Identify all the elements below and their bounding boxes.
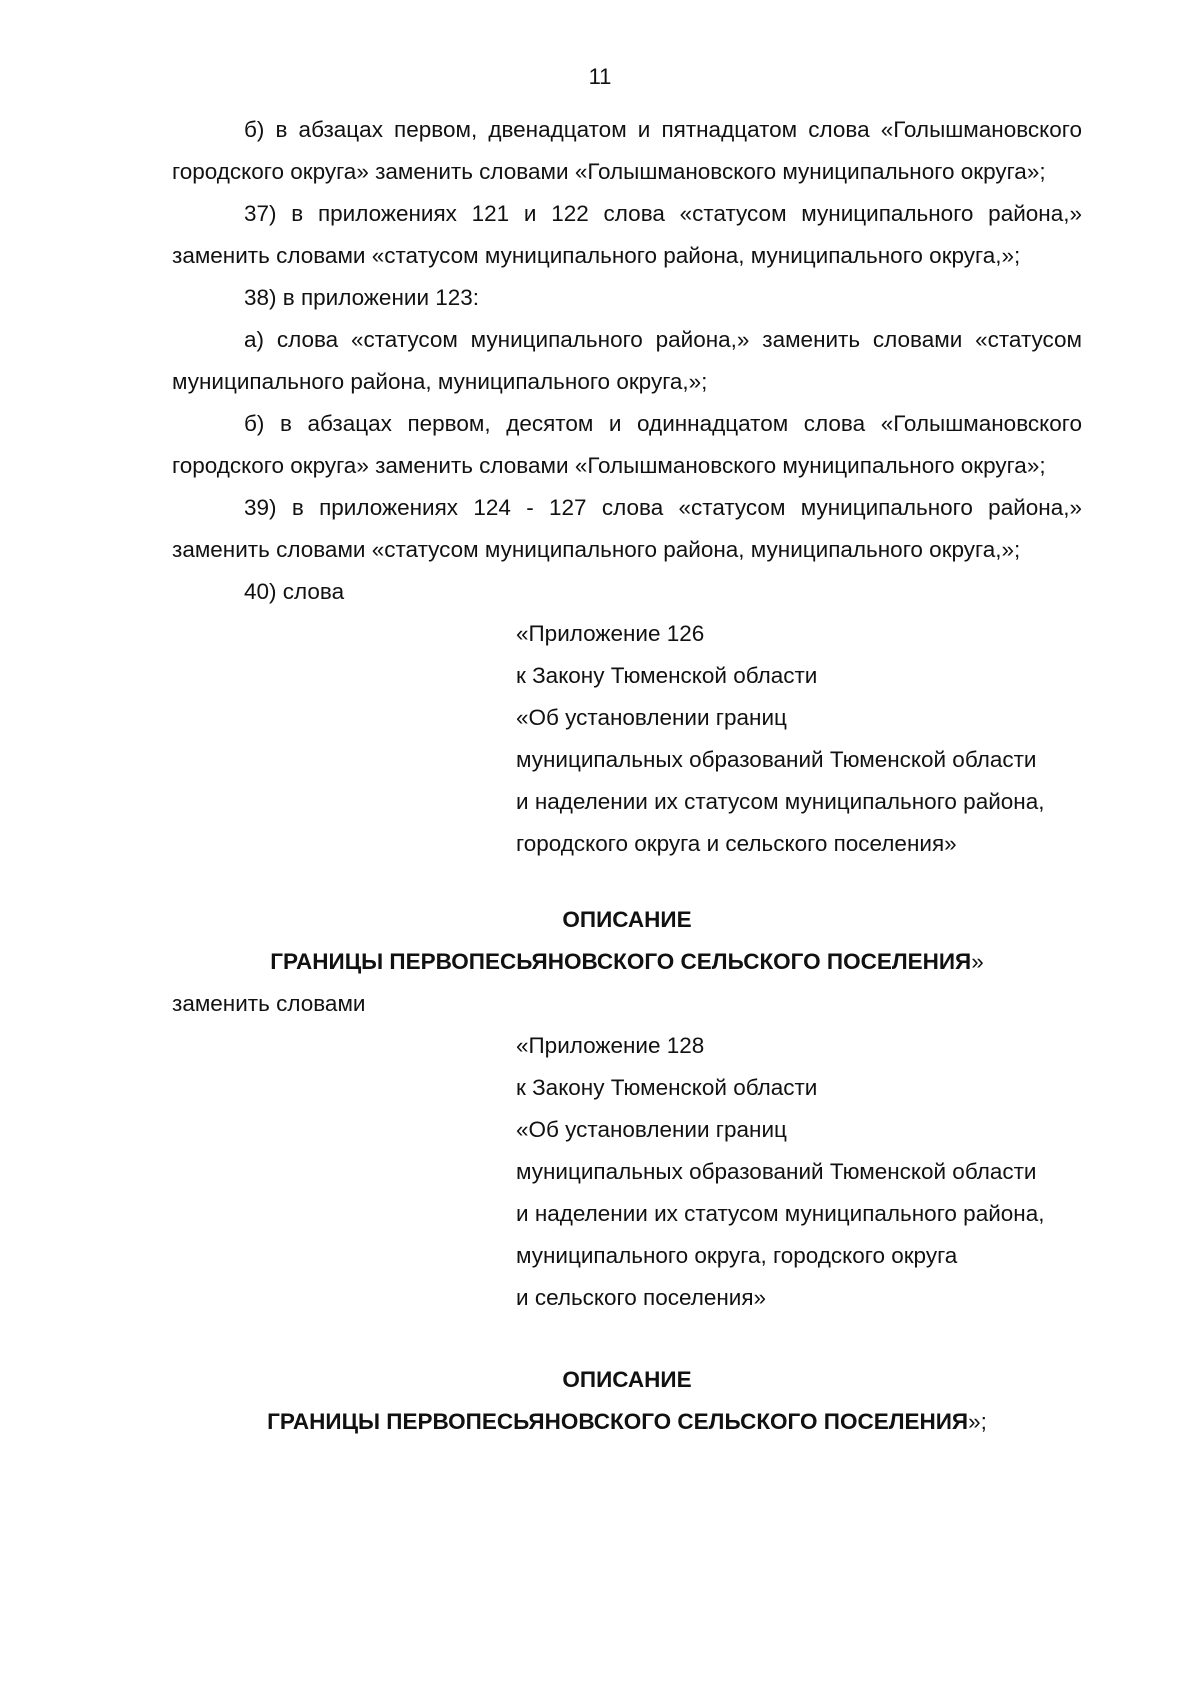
old-appendix-line: «Об установлении границ bbox=[516, 705, 787, 730]
old-appendix-line: «Приложение 126 bbox=[516, 621, 705, 646]
paragraph-a: а) слова «статусом муниципального района,» заменить словами «статусом муниципального района, муниципального округа,»; bbox=[172, 327, 1082, 394]
old-appendix-header bbox=[516, 613, 1082, 865]
new-heading-subtitle bbox=[172, 1401, 1082, 1443]
new-appendix-line: «Приложение 128 bbox=[516, 1033, 705, 1058]
new-heading-tail: »; bbox=[968, 1409, 987, 1434]
new-appendix-line: муниципального округа, городского округа bbox=[516, 1243, 958, 1268]
new-appendix-line: к Закону Тюменской области bbox=[516, 1075, 818, 1100]
spacer bbox=[172, 1319, 1082, 1359]
paragraph-item-38: 38) в приложении 123: bbox=[244, 285, 480, 310]
old-heading-title: ОПИСАНИЕ bbox=[562, 907, 692, 932]
old-appendix-line: и наделении их статусом муниципального района, bbox=[516, 789, 1045, 814]
document-body bbox=[172, 109, 1082, 1443]
page-number: 11 bbox=[588, 64, 612, 89]
old-appendix-line: городского округа и сельского поселения» bbox=[516, 831, 957, 856]
new-appendix-header bbox=[516, 1025, 1082, 1319]
new-appendix-line: и сельского поселения» bbox=[516, 1285, 767, 1310]
new-appendix-line: «Об установлении границ bbox=[516, 1117, 787, 1142]
old-appendix-line: муниципальных образований Тюменской области bbox=[516, 747, 1037, 772]
old-appendix-line: к Закону Тюменской области bbox=[516, 663, 818, 688]
old-heading-subtitle-text: ГРАНИЦЫ ПЕРВОПЕСЬЯНОВСКОГО СЕЛЬСКОГО ПОСЕЛЕНИЯ bbox=[270, 949, 972, 974]
paragraph-item-39: 39) в приложениях 124 - 127 слова «статусом муниципального района,» заменить словами «статусом муниципального района, муниципального округа,»; bbox=[172, 495, 1082, 562]
paragraph-b-second: б) в абзацах первом, десятом и одиннадцатом слова «Голышмановского городского округа» заменить словами «Голышмановского муниципального округа»; bbox=[172, 411, 1082, 478]
paragraph-item-40: 40) слова bbox=[244, 579, 345, 604]
replace-with-text: заменить словами bbox=[172, 991, 366, 1016]
new-appendix-line: и наделении их статусом муниципального района, bbox=[516, 1201, 1045, 1226]
paragraph-b-first: б) в абзацах первом, двенадцатом и пятнадцатом слова «Голышмановского городского округа» заменить словами «Голышмановского муниципального округа»; bbox=[172, 117, 1082, 184]
new-heading-title: ОПИСАНИЕ bbox=[562, 1367, 692, 1392]
new-appendix-line: муниципальных образований Тюменской области bbox=[516, 1159, 1037, 1184]
paragraph-item-37: 37) в приложениях 121 и 122 слова «статусом муниципального района,» заменить словами «статусом муниципального района, муниципального округа,»; bbox=[172, 201, 1082, 268]
old-heading-tail: » bbox=[971, 949, 984, 974]
new-heading-subtitle-text: ГРАНИЦЫ ПЕРВОПЕСЬЯНОВСКОГО СЕЛЬСКОГО ПОСЕЛЕНИЯ bbox=[267, 1409, 969, 1434]
old-heading-subtitle bbox=[172, 941, 1082, 983]
spacer bbox=[172, 865, 1082, 899]
